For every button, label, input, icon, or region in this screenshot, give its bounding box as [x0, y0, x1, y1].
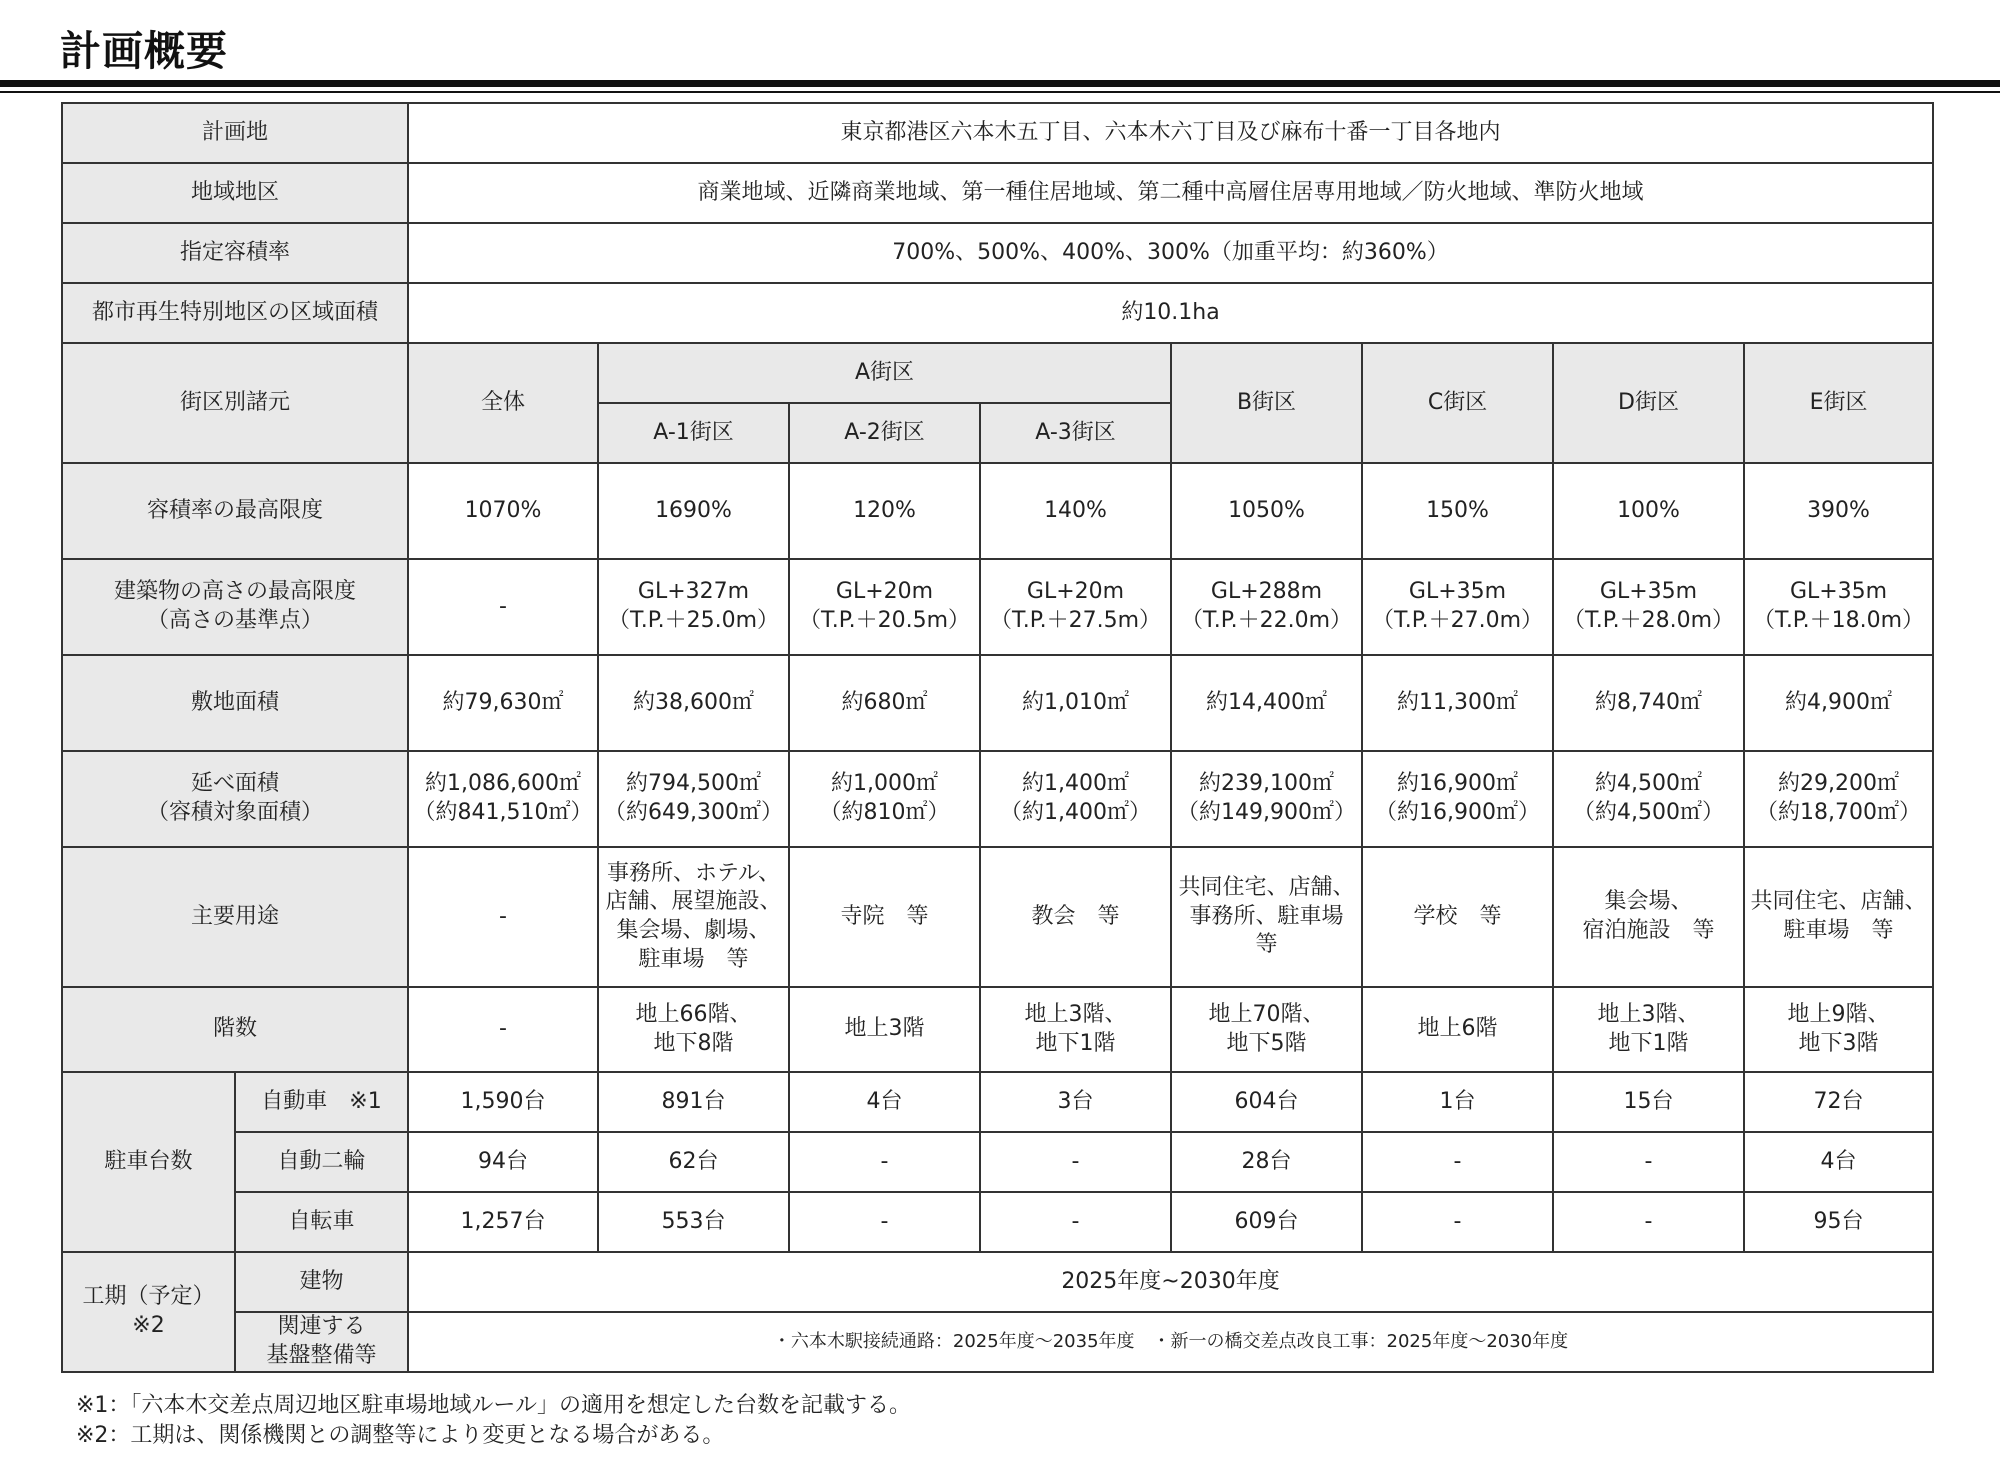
cell-c: 学校 等: [1362, 847, 1553, 987]
footnotes: [76, 1391, 911, 1451]
page-title: 計画概要: [60, 27, 228, 75]
cell-total: -: [408, 847, 598, 987]
cell-b: 604台: [1171, 1072, 1362, 1132]
district-header-a1: A-1街区: [598, 403, 789, 463]
site-row: [62, 163, 1933, 223]
cell-c: 150%: [1362, 463, 1553, 559]
row-label: 計画地: [62, 103, 408, 163]
cell-c: GL+35m （T.P.＋27.0m）: [1362, 559, 1553, 655]
cell-a2: 約1,000㎡ （約810㎡）: [789, 751, 980, 847]
data-row: [62, 847, 1933, 987]
cell-c: -: [1362, 1192, 1553, 1252]
cell-a3: -: [980, 1132, 1171, 1192]
row-label: 地域地区: [62, 163, 408, 223]
district-header-a-group: A街区: [598, 343, 1171, 403]
title-rule-thick: [0, 80, 2000, 87]
cell-e: 72台: [1744, 1072, 1933, 1132]
cell-e: 約29,200㎡ （約18,700㎡）: [1744, 751, 1933, 847]
data-row: [62, 463, 1933, 559]
cell-a1: 事務所、ホテル、 店舗、展望施設、 集会場、劇場、 駐車場 等: [598, 847, 789, 987]
parking-row: [62, 1132, 1933, 1192]
row-label: 主要用途: [62, 847, 408, 987]
cell-total: 1,590台: [408, 1072, 598, 1132]
row-value: 700%、500%、400%、300%（加重平均：約360%）: [408, 223, 1933, 283]
cell-d: 100%: [1553, 463, 1744, 559]
data-row: [62, 559, 1933, 655]
cell-d: 15台: [1553, 1072, 1744, 1132]
cell-a1: 約38,600㎡: [598, 655, 789, 751]
footnote-2: ※2：工期は、関係機関との調整等により変更となる場合がある。: [76, 1423, 725, 1448]
district-header-d: D街区: [1553, 343, 1744, 463]
cell-a3: 140%: [980, 463, 1171, 559]
site-row: [62, 223, 1933, 283]
row-value: 東京都港区六本木五丁目、六本木六丁目及び麻布十番一丁目各地内: [408, 103, 1933, 163]
data-row: [62, 987, 1933, 1072]
plan-summary-table: [61, 102, 1934, 1373]
cell-a1: 62台: [598, 1132, 789, 1192]
district-header-b: B街区: [1171, 343, 1362, 463]
cell-a2: -: [789, 1192, 980, 1252]
cell-a2: 120%: [789, 463, 980, 559]
district-header-total: 全体: [408, 343, 598, 463]
cell-b: 共同住宅、店舗、 事務所、駐車場 等: [1171, 847, 1362, 987]
cell-d: 約8,740㎡: [1553, 655, 1744, 751]
parking-sub-label: 自動車 ※1: [235, 1072, 408, 1132]
cell-total: 約1,086,600㎡ （約841,510㎡）: [408, 751, 598, 847]
cell-b: 地上70階、 地下5階: [1171, 987, 1362, 1072]
site-row: [62, 103, 1933, 163]
district-header-a2: A-2街区: [789, 403, 980, 463]
schedule-infra-label: 関連する 基盤整備等: [235, 1312, 408, 1372]
schedule-row: [62, 1312, 1933, 1372]
schedule-infra-value: ・六本木駅接続通路：2025年度～2035年度 ・新一の橋交差点改良工事：2025年度～2030年度: [408, 1312, 1933, 1372]
cell-a3: 約1,400㎡ （約1,400㎡）: [980, 751, 1171, 847]
schedule-building-label: 建物: [235, 1252, 408, 1312]
cell-total: 1,257台: [408, 1192, 598, 1252]
cell-e: 95台: [1744, 1192, 1933, 1252]
cell-a1: 1690%: [598, 463, 789, 559]
cell-d: GL+35m （T.P.＋28.0m）: [1553, 559, 1744, 655]
parking-row: [62, 1072, 1933, 1132]
row-label: 階数: [62, 987, 408, 1072]
cell-e: 4台: [1744, 1132, 1933, 1192]
parking-sub-label: 自転車: [235, 1192, 408, 1252]
schedule-row: [62, 1252, 1933, 1312]
cell-b: 約239,100㎡ （約149,900㎡）: [1171, 751, 1362, 847]
cell-total: -: [408, 987, 598, 1072]
cell-e: 390%: [1744, 463, 1933, 559]
cell-b: 1050%: [1171, 463, 1362, 559]
cell-b: 約14,400㎡: [1171, 655, 1362, 751]
cell-a2: GL+20m （T.P.＋20.5m）: [789, 559, 980, 655]
cell-a1: 地上66階、 地下8階: [598, 987, 789, 1072]
cell-c: 約16,900㎡ （約16,900㎡）: [1362, 751, 1553, 847]
cell-a2: 寺院 等: [789, 847, 980, 987]
cell-a3: GL+20m （T.P.＋27.5m）: [980, 559, 1171, 655]
cell-a3: 地上3階、 地下1階: [980, 987, 1171, 1072]
data-row: [62, 751, 1933, 847]
cell-c: 地上6階: [1362, 987, 1553, 1072]
parking-sub-label: 自動二輪: [235, 1132, 408, 1192]
parking-label: 駐車台数: [62, 1072, 235, 1252]
cell-e: 地上9階、 地下3階: [1744, 987, 1933, 1072]
row-value: 商業地域、近隣商業地域、第一種住居地域、第二種中高層住居専用地域／防火地域、準防火地域: [408, 163, 1933, 223]
cell-b: 28台: [1171, 1132, 1362, 1192]
cell-c: 約11,300㎡: [1362, 655, 1553, 751]
cell-a2: 地上3階: [789, 987, 980, 1072]
cell-c: 1台: [1362, 1072, 1553, 1132]
cell-d: 地上3階、 地下1階: [1553, 987, 1744, 1072]
table-body: [62, 103, 1933, 1372]
district-header-row: [62, 343, 1933, 403]
row-label: 都市再生特別地区の区域面積: [62, 283, 408, 343]
footnote-1: ※1：「六本木交差点周辺地区駐車場地域ルール」の適用を想定した台数を記載する。: [76, 1393, 911, 1418]
site-row: [62, 283, 1933, 343]
cell-d: 約4,500㎡ （約4,500㎡）: [1553, 751, 1744, 847]
cell-c: -: [1362, 1132, 1553, 1192]
row-label: 敷地面積: [62, 655, 408, 751]
cell-a1: GL+327m （T.P.＋25.0m）: [598, 559, 789, 655]
row-label: 指定容積率: [62, 223, 408, 283]
district-header-a3: A-3街区: [980, 403, 1171, 463]
cell-total: 1070%: [408, 463, 598, 559]
cell-a1: 553台: [598, 1192, 789, 1252]
district-header-e: E街区: [1744, 343, 1933, 463]
parking-row: [62, 1192, 1933, 1252]
cell-a1: 891台: [598, 1072, 789, 1132]
cell-d: -: [1553, 1192, 1744, 1252]
cell-a3: -: [980, 1192, 1171, 1252]
cell-e: 約4,900㎡: [1744, 655, 1933, 751]
cell-a3: 約1,010㎡: [980, 655, 1171, 751]
cell-e: 共同住宅、店舗、 駐車場 等: [1744, 847, 1933, 987]
cell-a2: -: [789, 1132, 980, 1192]
cell-a2: 4台: [789, 1072, 980, 1132]
cell-total: 94台: [408, 1132, 598, 1192]
cell-total: 約79,630㎡: [408, 655, 598, 751]
cell-a3: 3台: [980, 1072, 1171, 1132]
cell-a2: 約680㎡: [789, 655, 980, 751]
cell-d: -: [1553, 1132, 1744, 1192]
row-label: 延べ面積 （容積対象面積）: [62, 751, 408, 847]
cell-total: -: [408, 559, 598, 655]
cell-a1: 約794,500㎡ （約649,300㎡）: [598, 751, 789, 847]
row-value: 約10.1ha: [408, 283, 1933, 343]
cell-d: 集会場、 宿泊施設 等: [1553, 847, 1744, 987]
title-rule-thin: [0, 91, 2000, 93]
row-label: 建築物の高さの最高限度 （高さの基準点）: [62, 559, 408, 655]
district-header-c: C街区: [1362, 343, 1553, 463]
cell-a3: 教会 等: [980, 847, 1171, 987]
schedule-label: 工期（予定） ※2: [62, 1252, 235, 1372]
schedule-building-value: 2025年度~2030年度: [408, 1252, 1933, 1312]
cell-b: GL+288m （T.P.＋22.0m）: [1171, 559, 1362, 655]
district-header-label: 街区別諸元: [62, 343, 408, 463]
data-row: [62, 655, 1933, 751]
cell-e: GL+35m （T.P.＋18.0m）: [1744, 559, 1933, 655]
cell-b: 609台: [1171, 1192, 1362, 1252]
row-label: 容積率の最高限度: [62, 463, 408, 559]
